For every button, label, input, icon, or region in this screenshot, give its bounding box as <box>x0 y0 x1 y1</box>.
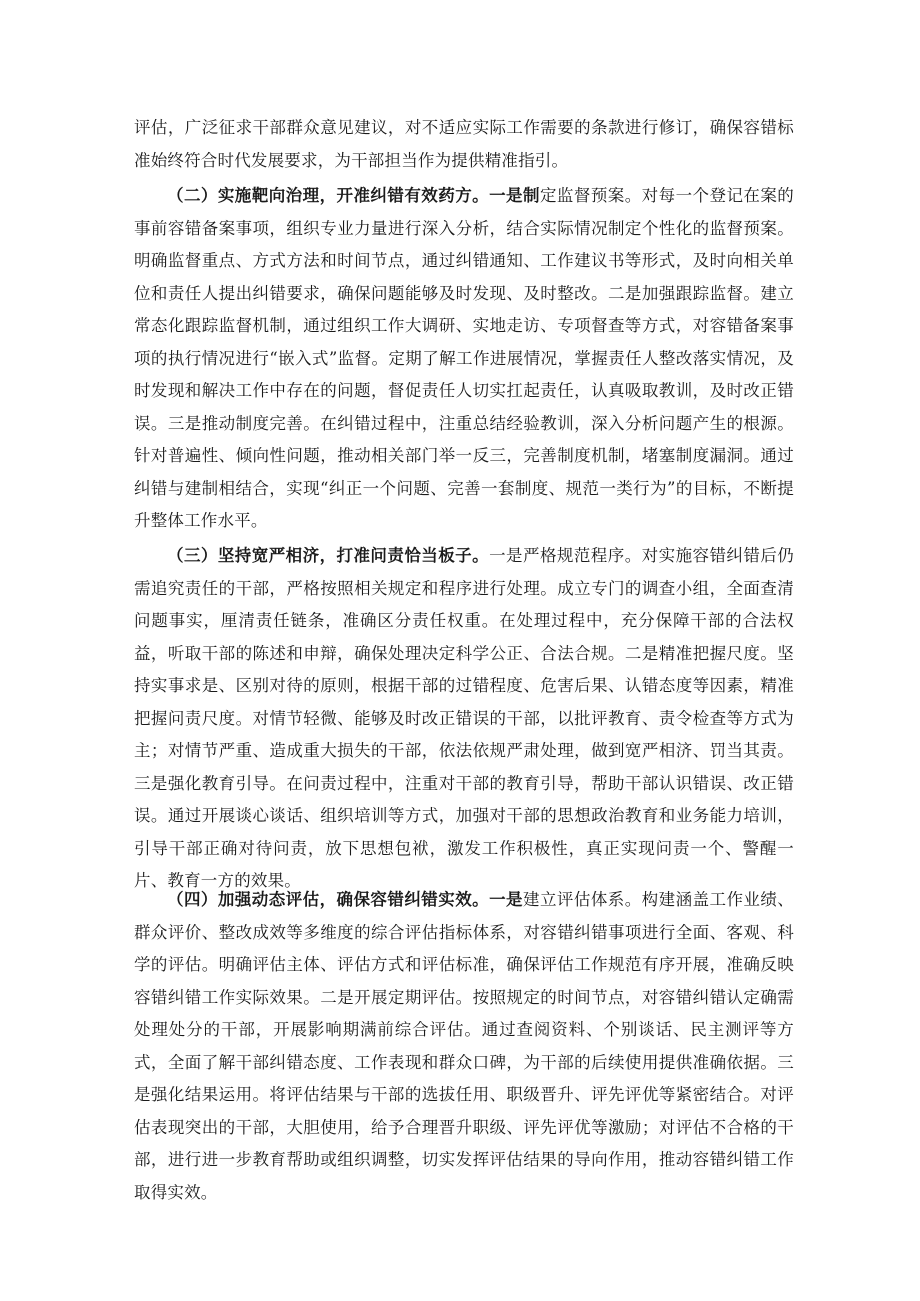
paragraph-section-3 <box>134 540 794 898</box>
paragraph-section-4 <box>134 884 794 1209</box>
paragraph-text: 建立评估体系。构建涵盖工作业绩、群众评价、整改成效等多维度的综合评估指标体系，对容错纠错事项进行全面、客观、科学的评估。明确评估主体、评估方式和评估标准，确保评估工作规范有序开展，准确反映容错纠错工作实际效果。二是开展定期评估。按照规定的时间节点，对容错纠错认定确需处理处分的干部，开展影响期满前综合评估。通过查阅资料、个别谈话、民主测评等方式，全面了解干部纠错态度、工作表现和群众口碑，为干部的后续使用提供准确依据。三是强化结果运用。将评估结果与干部的选拔任用、职级晋升、评先评优等紧密结合。对评估表现突出的干部，大胆使用，给予合理晋升职级、评先评优等激励；对评估不合格的干部，进行进一步教育帮助或组织调整，切实发挥评估结果的导向作用，推动容错纠错工作取得实效。 <box>134 890 795 1202</box>
paragraph-text: 定监督预案。对每一个登记在案的事前容错备案事项，组织专业力量进行深入分析，结合实际情况制定个性化的监督预案。明确监督重点、方式方法和时间节点，通过纠错通知、工作建议书等形式，及时向相关单位和责任人提出纠错要求，确保问题能够及时发现、及时整改。二是加强跟踪监督。建立常态化跟踪监督机制，通过组织工作大调研、实地走访、专项督查等方式，对容错备案事项的执行情况进行“嵌入式”监督。定期了解工作进展情况，掌握责任人整改落实情况，及时发现和解决工作中存在的问题，督促责任人切实扛起责任，认真吸取教训，及时改正错误。三是推动制度完善。在纠错过程中，注重总结经验教训，深入分析问题产生的根源。针对普遍性、倾向性问题，推动相关部门举一反三，完善制度机制，堵塞制度漏洞。通过纠错与建制相结合，实现“纠正一个问题、完善一套制度、规范一类行为”的目标，不断提升整体工作水平。 <box>134 186 795 530</box>
section-heading: （二）实施靶向治理，开准纠错有效药方。一是制 <box>167 186 540 205</box>
paragraph-text: 一是严格规范程序。对实施容错纠错后仍需追究责任的干部，严格按照相关规定和程序进行处理。成立专门的调查小组，全面查清问题事实，厘清责任链条，准确区分责任权重。在处理过程中，充分保障干部的合法权益，听取干部的陈述和申辩，确保处理决定科学公正、合法合规。二是精准把握尺度。坚持实事求是、区别对待的原则，根据干部的过错程度、危害后果、认错态度等因素，精准把握问责尺度。对情节轻微、能够及时改正错误的干部，以批评教育、责令检查等方式为主；对情节严重、造成重大损失的干部，依法依规严肃处理，做到宽严相济、罚当其责。三是强化教育引导。在问责过程中，注重对干部的教育引导，帮助干部认识错误、改正错误。通过开展谈心谈话、组织培训等方式，加强对干部的思想政治教育和业务能力培训，引导干部正确对待问责，放下思想包袱，激发工作积极性，真正实现问责一个、警醒一片、教育一方的效果。 <box>134 546 794 890</box>
section-heading: （三）坚持宽严相济，打准问责恰当板子。 <box>167 546 490 565</box>
paragraph-text: 评估，广泛征求干部群众意见建议，对不适应实际工作需要的条款进行修订，确保容错标准始终符合时代发展要求，为干部担当作为提供精准指引。 <box>134 118 794 170</box>
paragraph-section-2 <box>134 180 794 538</box>
paragraph-continuation <box>134 112 794 177</box>
section-heading: （四）加强动态评估，确保容错纠错实效。一是 <box>167 890 524 909</box>
